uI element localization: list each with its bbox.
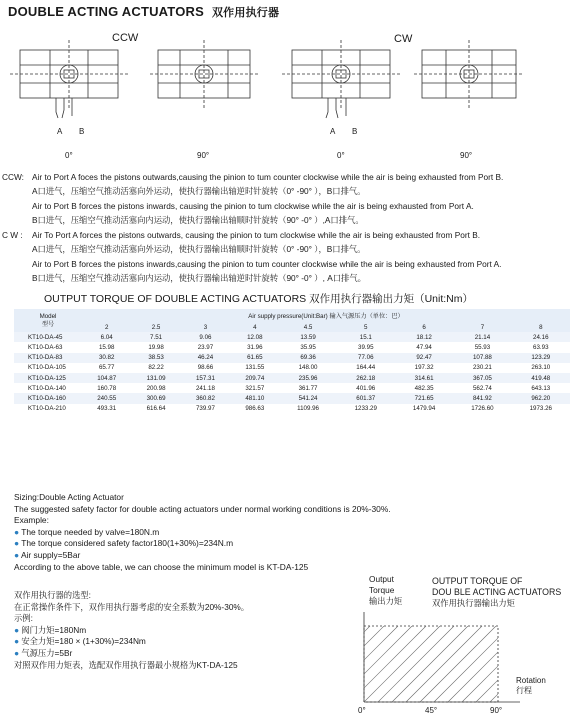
sizing-title: Sizing:Double Acting Actuator bbox=[14, 492, 124, 502]
port-a-label-cw: A bbox=[330, 127, 336, 136]
torque-cell: 209.74 bbox=[230, 373, 279, 383]
sizing-example: Example: bbox=[14, 515, 49, 526]
torque-cell: 300.69 bbox=[131, 393, 180, 403]
bullet-text: 阀门力矩=180Nm bbox=[21, 624, 87, 635]
ccw-line-4: B口进气，压缩空气推动活塞向内运动，使执行器输出轴顺时针旋转（90° -0° ）,A口排气。 bbox=[32, 215, 364, 226]
graph-y-label-cn: 输出力矩 bbox=[369, 596, 403, 606]
model-cell: KT10-DA-125 bbox=[14, 373, 82, 383]
torque-cell: 46.24 bbox=[181, 353, 230, 363]
torque-cell: 562.74 bbox=[453, 383, 511, 393]
torque-cell: 55.93 bbox=[453, 342, 511, 352]
sizing-cn-title: 双作用执行器的选型: bbox=[14, 590, 91, 600]
graph-x-label-en: Rotation bbox=[516, 676, 546, 685]
graph-title-cn: 双作用执行器输出力矩 bbox=[432, 598, 515, 608]
torque-cell: 148.00 bbox=[280, 363, 337, 373]
torque-cell: 643.13 bbox=[512, 383, 570, 393]
sizing-cn-line-1: 在正常操作条件下，双作用执行器考虑的安全系数为20%-30%。 bbox=[14, 601, 250, 612]
torque-cell: 1726.60 bbox=[453, 404, 511, 414]
torque-cell: 493.31 bbox=[82, 404, 131, 414]
torque-cell: 1479.94 bbox=[395, 404, 453, 414]
torque-cell: 65.77 bbox=[82, 363, 131, 373]
torque-cell: 197.32 bbox=[395, 363, 453, 373]
torque-cell: 92.47 bbox=[395, 353, 453, 363]
model-cell: KT10-DA-45 bbox=[14, 332, 82, 342]
bullet-dot-icon: ● bbox=[14, 647, 22, 658]
bullet-text: The torque considered safety factor180(1+30%)=234N.m bbox=[21, 538, 234, 549]
torque-cell: 12.08 bbox=[230, 332, 279, 342]
torque-cell: 9.06 bbox=[181, 332, 230, 342]
pressure-header: Air supply pressure(Unit:Bar) 输入气源压力（单位：巴） bbox=[82, 309, 570, 322]
torque-cell: 481.10 bbox=[230, 393, 279, 403]
torque-cell: 616.64 bbox=[131, 404, 180, 414]
bullet-dot-icon: ● bbox=[14, 624, 22, 635]
torque-cell: 15.98 bbox=[82, 342, 131, 352]
torque-cell: 739.97 bbox=[181, 404, 230, 414]
torque-cell: 13.59 bbox=[280, 332, 337, 342]
torque-cell: 241.18 bbox=[181, 383, 230, 393]
graph-y-label-2: Torque bbox=[369, 585, 395, 595]
pressure-col-0: 2 bbox=[82, 322, 131, 332]
cw-line-4: B口进气，压缩空气推动活塞向内运动，使执行器输出轴逆时针旋转（90° -0° ）, A口排气。 bbox=[32, 273, 366, 284]
torque-cell: 721.65 bbox=[395, 393, 453, 403]
graph-title-2: DOU BLE ACTING ACTUATORS bbox=[432, 587, 562, 597]
bullet-dot-icon: ● bbox=[14, 526, 22, 537]
pressure-col-6: 6 bbox=[395, 322, 453, 332]
graph-x-label-cn: 行程 bbox=[516, 686, 532, 695]
torque-cell: 77.06 bbox=[337, 353, 395, 363]
torque-cell: 986.63 bbox=[230, 404, 279, 414]
torque-cell: 962.20 bbox=[512, 393, 570, 403]
torque-cell: 69.36 bbox=[280, 353, 337, 363]
torque-cell: 601.37 bbox=[337, 393, 395, 403]
cw-line-3: Air to Port B forces the pistons inwards,causing the pinion to tum counter clockwise while the air is being exhausted from Port A. bbox=[32, 258, 502, 269]
torque-cell: 47.94 bbox=[395, 342, 453, 352]
torque-cell: 38.53 bbox=[131, 353, 180, 363]
torque-cell: 419.48 bbox=[512, 373, 570, 383]
cw-line-1: Air To Port A forces the pistons outwards, causing the pinion to tum clockwise while the air is being exhausted from Port B. bbox=[32, 230, 481, 240]
torque-cell: 82.22 bbox=[131, 363, 180, 373]
torque-cell: 1973.26 bbox=[512, 404, 570, 414]
torque-cell: 39.95 bbox=[337, 342, 395, 352]
graph-y-label-1: Output bbox=[369, 574, 394, 584]
cw-label: CW bbox=[394, 33, 413, 45]
model-cell: KT10-DA-83 bbox=[14, 353, 82, 363]
graph-x-tick-45: 45° bbox=[425, 706, 438, 715]
torque-cell: 160.78 bbox=[82, 383, 131, 393]
port-b-label-ccw: B bbox=[79, 127, 85, 136]
torque-cell: 107.88 bbox=[453, 353, 511, 363]
torque-cell: 15.1 bbox=[337, 332, 395, 342]
model-cell: KT10-DA-105 bbox=[14, 363, 82, 373]
torque-cell: 482.35 bbox=[395, 383, 453, 393]
torque-cell: 401.96 bbox=[337, 383, 395, 393]
torque-cell: 1109.96 bbox=[280, 404, 337, 414]
torque-cell: 63.93 bbox=[512, 342, 570, 352]
sizing-cn-example: 示例: bbox=[14, 613, 33, 624]
torque-cell: 314.61 bbox=[395, 373, 453, 383]
torque-cell: 157.31 bbox=[181, 373, 230, 383]
torque-table-title: OUTPUT TORQUE OF DOUBLE ACTING ACTUATORS 双作用执行器输出力矩（Unit:Nm） bbox=[44, 293, 473, 305]
bullet-text: The torque needed by valve=180N.m bbox=[21, 526, 160, 537]
torque-cell: 360.82 bbox=[181, 393, 230, 403]
ccw-line-2: A口进气，压缩空气推动活塞向外运动，使执行器输出轴逆时针旋转（0° -90° ），B口排气。 bbox=[32, 186, 366, 197]
ccw-line-1: Air to Port A foces the pistons outwards,causing the pinion to tum counter clockwise while the air is being exhausted from Port B. bbox=[32, 172, 504, 182]
sizing-conclusion: According to the above table, we can choose the minimum model is KT-DA-125 bbox=[14, 561, 309, 572]
bullet-dot-icon: ● bbox=[14, 636, 22, 647]
torque-cell: 361.77 bbox=[280, 383, 337, 393]
torque-cell: 61.65 bbox=[230, 353, 279, 363]
model-cell: KT10-DA-160 bbox=[14, 393, 82, 403]
torque-cell: 200.98 bbox=[131, 383, 180, 393]
angle-90-ccw: 90° bbox=[197, 151, 210, 160]
port-b-label-cw: B bbox=[352, 127, 358, 136]
graph-title-1: OUTPUT TORQUE OF bbox=[432, 576, 523, 586]
torque-cell: 7.51 bbox=[131, 332, 180, 342]
title-english: DOUBLE ACTING ACTUATORS bbox=[8, 4, 204, 19]
model-cell: KT10-DA-210 bbox=[14, 404, 82, 414]
torque-cell: 263.10 bbox=[512, 363, 570, 373]
torque-cell: 6.04 bbox=[82, 332, 131, 342]
pressure-col-3: 4 bbox=[230, 322, 279, 332]
torque-cell: 541.24 bbox=[280, 393, 337, 403]
torque-cell: 240.55 bbox=[82, 393, 131, 403]
torque-cell: 1233.29 bbox=[337, 404, 395, 414]
torque-cell: 367.05 bbox=[453, 373, 511, 383]
torque-cell: 30.82 bbox=[82, 353, 131, 363]
ccw-prefix: CCW: bbox=[2, 172, 24, 182]
sizing-line-1: The suggested safety factor for double acting actuators under normal working conditions is 20%-30%. bbox=[14, 503, 391, 514]
model-header-en: Model bbox=[39, 312, 57, 320]
ccw-line-3: Air to Port B forces the pistons inwards, causing the pinion to tum clockwise while the air is being exhausted from Port A. bbox=[32, 200, 474, 211]
bullet-dot-icon: ● bbox=[14, 538, 22, 549]
torque-cell: 131.09 bbox=[131, 373, 180, 383]
torque-cell: 98.66 bbox=[181, 363, 230, 373]
pressure-col-7: 7 bbox=[453, 322, 511, 332]
graph-x-label bbox=[516, 676, 546, 696]
port-a-label-ccw: A bbox=[57, 127, 63, 136]
angle-90-cw: 90° bbox=[460, 151, 473, 160]
sizing-cn-conclusion: 对照双作用力矩表，选配双作用执行器最小规格为KT-DA-125 bbox=[14, 659, 238, 670]
pressure-col-5: 5 bbox=[337, 322, 395, 332]
pressure-col-1: 2.5 bbox=[131, 322, 180, 332]
cw-prefix: C W : bbox=[2, 230, 23, 240]
cw-line-2: A口进气，压缩空气推动活塞向外运动，使执行器输出轴顺时针旋转（0° -90° ），B口排气。 bbox=[32, 244, 366, 255]
title-chinese: 双作用执行器 bbox=[211, 7, 280, 19]
bullet-dot-icon: ● bbox=[14, 549, 21, 560]
angle-0-cw: 0° bbox=[337, 151, 345, 160]
bullet-text: 安全力矩=180 × (1+30%)=234Nm bbox=[21, 636, 146, 647]
torque-cell: 230.21 bbox=[453, 363, 511, 373]
torque-cell: 262.18 bbox=[337, 373, 395, 383]
torque-cell: 23.97 bbox=[181, 342, 230, 352]
torque-cell: 19.98 bbox=[131, 342, 180, 352]
torque-cell: 321.57 bbox=[230, 383, 279, 393]
model-header-cn: 型号 bbox=[41, 320, 55, 328]
graph-x-tick-90: 90° bbox=[490, 706, 503, 715]
torque-cell: 24.16 bbox=[512, 332, 570, 342]
graph-x-tick-0: 0° bbox=[358, 706, 366, 715]
torque-cell: 18.12 bbox=[395, 332, 453, 342]
model-cell: KT10-DA-63 bbox=[14, 342, 82, 352]
torque-cell: 841.92 bbox=[453, 393, 511, 403]
torque-cell: 123.29 bbox=[512, 353, 570, 363]
pressure-col-2: 3 bbox=[181, 322, 230, 332]
ccw-label: CCW bbox=[112, 32, 139, 44]
torque-cell: 31.96 bbox=[230, 342, 279, 352]
torque-cell: 235.96 bbox=[280, 373, 337, 383]
torque-cell: 35.95 bbox=[280, 342, 337, 352]
torque-cell: 131.55 bbox=[230, 363, 279, 373]
bullet-text: Air supply=5Bar bbox=[20, 549, 81, 560]
angle-0-ccw: 0° bbox=[65, 151, 73, 160]
bullet-text: 气源压力=5Br bbox=[21, 647, 73, 658]
pressure-col-4: 4.5 bbox=[280, 322, 337, 332]
pressure-col-8: 8 bbox=[512, 322, 570, 332]
torque-cell: 104.87 bbox=[82, 373, 131, 383]
torque-cell: 21.14 bbox=[453, 332, 511, 342]
torque-cell: 164.44 bbox=[337, 363, 395, 373]
model-cell: KT10-DA-140 bbox=[14, 383, 82, 393]
